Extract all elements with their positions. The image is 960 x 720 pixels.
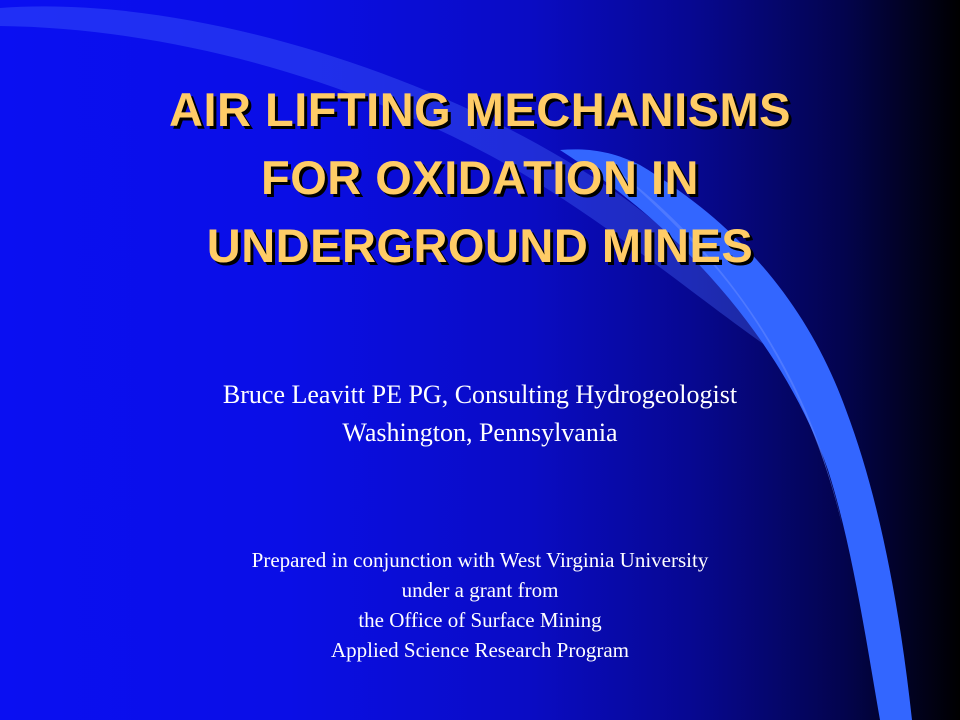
title-line-3: UNDERGROUND MINES bbox=[206, 219, 754, 272]
title-line-2: FOR OXIDATION IN bbox=[261, 151, 699, 204]
title-line-1: AIR LIFTING MECHANISMS bbox=[169, 83, 791, 136]
credit-line-1: Prepared in conjunction with West Virginia University bbox=[251, 548, 709, 572]
slide-title bbox=[60, 76, 900, 280]
credits-block bbox=[60, 545, 900, 665]
author-name: Bruce Leavitt PE PG, Consulting Hydrogeologist bbox=[222, 380, 738, 409]
credit-line-2: under a grant from bbox=[401, 578, 559, 602]
author-location: Washington, Pennsylvania bbox=[342, 418, 618, 447]
credit-line-4: Applied Science Research Program bbox=[331, 638, 629, 662]
credit-line-3: the Office of Surface Mining bbox=[358, 608, 602, 632]
author-block bbox=[60, 376, 900, 452]
